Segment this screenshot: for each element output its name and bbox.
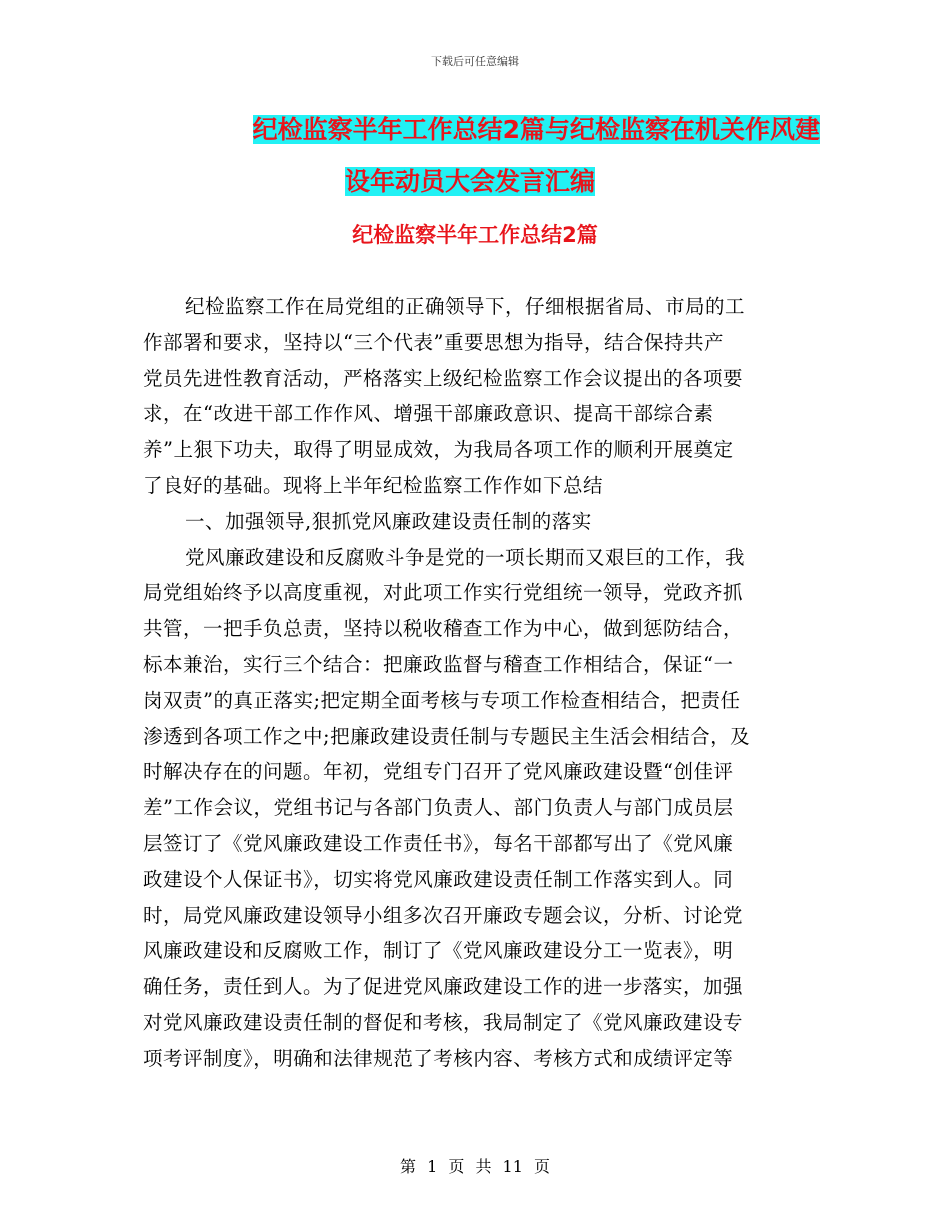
body-line: 渗透到各项工作之中;把廉政建设责任制与专题民主生活会相结合，及 <box>143 724 751 748</box>
body-line: 确任务，责任到人。为了促进党风廉政建设工作的进一步落实，加强 <box>143 975 744 999</box>
body-line: 层签订了《党风廉政建设工作责任书》，每名干部都写出了《党风廉 <box>143 831 734 855</box>
body-line: 一、加强领导,狠抓党风廉政建设责任制的落实 <box>185 509 592 533</box>
body-line: 纪检监察工作在局党组的正确领导下，仔细根据省局、市局的工 <box>185 295 746 318</box>
body-line: 党员先进性教育活动，严格落实上级纪检监察工作会议提出的各项要 <box>143 366 744 390</box>
body-line: 局党组始终予以高度重视，对此项工作实行党组统一领导，党政齐抓 <box>143 581 744 605</box>
section-title: 纪检监察半年工作总结2篇 <box>352 223 598 247</box>
header-note: 下载后可任意编辑 <box>431 55 519 68</box>
body-line: 对党风廉政建设责任制的督促和考核，我局制定了《党风廉政建设专 <box>143 1010 744 1034</box>
title-line-2-text: 设年动员大会发言汇编 <box>345 167 596 196</box>
body-line: 作部署和要求，坚持以“三个代表”重要思想为指导，结合保持共产 <box>143 330 724 354</box>
body-line: 党风廉政建设和反腐败斗争是党的一项长期而又艰巨的工作，我 <box>185 545 746 569</box>
body-line: 岗双责”的真正落实;把定期全面考核与专项工作检查相结合，把责任 <box>143 688 741 712</box>
body-line: 共管，一把手负总责，坚持以税收稽查工作为中心，做到惩防结合， <box>143 617 744 641</box>
body-line: 项考评制度》，明确和法律规范了考核内容、考核方式和成绩评定等 <box>143 1046 734 1070</box>
page-footer: 第 1 页 共 11 页 <box>400 1157 550 1176</box>
body-line: 时，局党风廉政建设领导小组多次召开廉政专题会议，分析、讨论党 <box>143 903 744 927</box>
body-line: 养”上狠下功夫，取得了明显成效，为我局各项工作的顺利开展奠定 <box>143 438 734 462</box>
title-line-1-text: 纪检监察半年工作总结2篇与纪检监察在机关作风建 <box>252 115 820 144</box>
title-line-2 <box>140 156 820 208</box>
body-text <box>143 289 803 1077</box>
body-line: 政建设个人保证书》，切实将党风廉政建设责任制工作落实到人。同 <box>143 867 734 891</box>
title-line-1 <box>140 104 820 156</box>
body-line: 标本兼治，实行三个结合：把廉政监督与稽查工作相结合，保证“一 <box>143 652 734 676</box>
body-line: 差”工作会议，党组书记与各部门负责人、部门负责人与部门成员层 <box>143 796 734 820</box>
body-line: 了良好的基础。现将上半年纪检监察工作作如下总结 <box>143 473 604 497</box>
body-line: 风廉政建设和反腐败工作，制订了《党风廉政建设分工一览表》，明 <box>143 939 734 963</box>
body-line: 时解决存在的问题。年初，党组专门召开了党风廉政建设暨“创佳评 <box>143 760 734 784</box>
document-title <box>140 104 820 208</box>
body-line: 求，在“改进干部工作作风、增强干部廉政意识、提高干部综合素 <box>143 402 714 426</box>
